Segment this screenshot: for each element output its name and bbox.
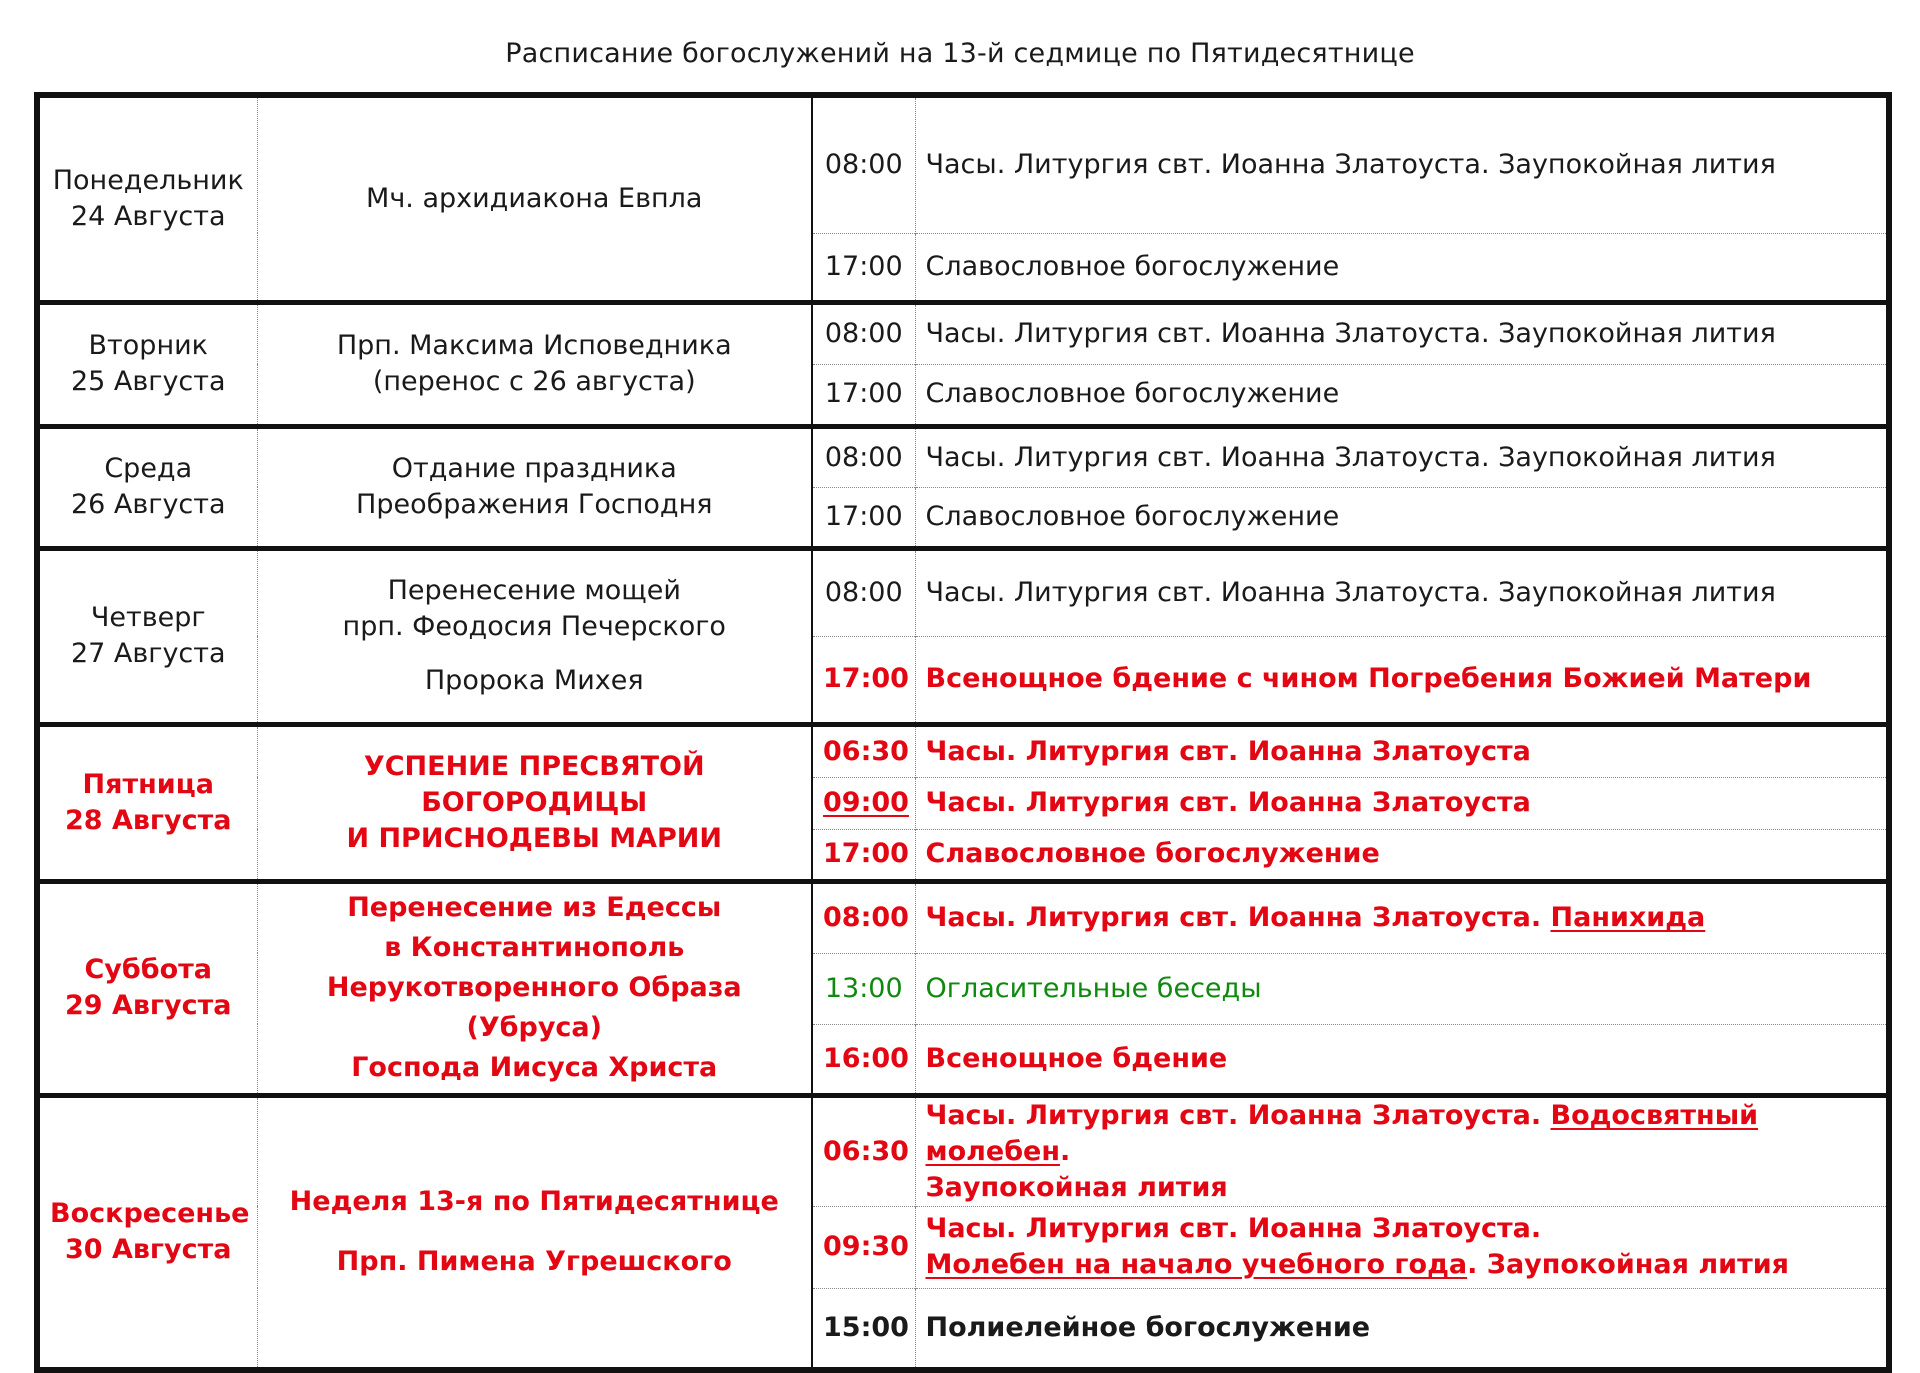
schedule-row	[37, 881, 1889, 953]
service-text-underlined: Молебен на начало учебного года	[925, 1249, 1468, 1280]
day-name: Суббота	[84, 954, 213, 985]
service-text: Славословное богослужение	[915, 364, 1889, 426]
feast-line: Перенесение из Едессы	[347, 892, 722, 923]
service-text: Славословное богослужение	[915, 487, 1889, 548]
feast-line: Прп. Максима Исповедника	[336, 330, 732, 361]
service-text: Часы. Литургия свт. Иоанна Златоуста. Заупокойная лития	[915, 426, 1889, 487]
service-time: 08:00	[812, 548, 915, 636]
service-text: Полиелейное богослужение	[915, 1288, 1889, 1370]
service-text: Всенощное бдение с чином Погребения Божией Матери	[915, 636, 1889, 724]
feast-line: Господа Иисуса Христа	[351, 1052, 718, 1083]
feast-line: прп. Феодосия Печерского	[342, 611, 726, 642]
service-time: 15:00	[812, 1288, 915, 1370]
day-date: 30 Августа	[64, 1234, 232, 1266]
service-time: 08:00	[812, 426, 915, 487]
feast-line: Пророка Михея	[424, 665, 644, 696]
service-text: Славословное богослужение	[915, 829, 1889, 881]
day-date: 28 Августа	[64, 804, 232, 836]
day-date: 25 Августа	[70, 366, 226, 397]
day-date: 24 Августа	[70, 200, 226, 232]
schedule-row	[37, 724, 1889, 777]
service-time: 08:00	[812, 881, 915, 953]
schedule-row	[37, 1095, 1889, 1206]
feast-line: Перенесение мощей	[387, 575, 681, 606]
feast-cell	[257, 1095, 812, 1370]
service-text: Часы. Литургия свт. Иоанна Златоуста. Заупокойная лития	[925, 149, 1776, 181]
feast-line: УСПЕНИЕ ПРЕСВЯТОЙ БОГОРОДИЦЫ	[363, 750, 705, 818]
service-time: 06:30	[812, 724, 915, 777]
day-name: Вторник	[88, 330, 208, 361]
feast-line: (перенос с 26 августа)	[372, 366, 696, 397]
feast-line: Неделя 13-я по Пятидесятнице	[289, 1186, 779, 1218]
feast-cell	[257, 95, 812, 302]
service-time: 09:30	[812, 1206, 915, 1288]
service-time-value: 09:00	[823, 787, 909, 818]
service-time: 17:00	[812, 364, 915, 426]
day-date: 26 Августа	[70, 489, 226, 520]
feast-line: Мч. архидиакона Евпла	[366, 182, 703, 214]
feast-cell	[257, 426, 812, 548]
service-time: 13:00	[812, 953, 915, 1024]
feast-cell	[257, 302, 812, 426]
feast-line: Прп. Пимена Угрешского	[336, 1246, 732, 1278]
service-text	[915, 1206, 1889, 1288]
feast-cell	[257, 724, 812, 881]
service-text: Часы. Литургия свт. Иоанна Златоуста	[915, 724, 1889, 777]
day-name: Среда	[104, 453, 193, 484]
feast-line: Нерукотворенного Образа (Убруса)	[326, 972, 742, 1043]
service-text: Огласительные беседы	[915, 953, 1889, 1024]
service-text	[915, 1095, 1889, 1206]
day-date: 27 Августа	[70, 638, 226, 669]
feast-line: в Константинополь	[384, 932, 685, 963]
schedule-row	[37, 548, 1889, 636]
feast-cell	[257, 881, 812, 1095]
day-cell	[37, 881, 257, 1095]
day-name: Четверг	[90, 602, 206, 633]
service-text-part: Заупокойная лития	[925, 1171, 1228, 1203]
service-time: 17:00	[812, 233, 915, 302]
service-text-part: .	[1060, 1135, 1071, 1167]
service-text: Всенощное бдение	[915, 1024, 1889, 1095]
service-time: 08:00	[812, 302, 915, 364]
service-time	[812, 777, 915, 829]
schedule-row	[37, 426, 1889, 487]
service-text-part: Часы. Литургия свт. Иоанна Златоуста.	[925, 902, 1551, 933]
service-time: 08:00	[812, 95, 915, 233]
feast-line: Преображения Господня	[356, 489, 713, 520]
schedule-table	[34, 92, 1892, 1373]
service-text: Славословное богослужение	[915, 233, 1889, 302]
day-date: 29 Августа	[64, 990, 232, 1021]
service-text-part: Часы. Литургия свт. Иоанна Златоуста.	[925, 1099, 1551, 1131]
service-text-underlined: Панихида	[1550, 902, 1706, 933]
day-cell	[37, 548, 257, 724]
day-cell	[37, 1095, 257, 1370]
feast-line: Отдание праздника	[391, 453, 677, 484]
service-text-part: Часы. Литургия свт. Иоанна Златоуста.	[925, 1213, 1542, 1244]
day-name: Понедельник	[52, 164, 244, 196]
day-cell	[37, 95, 257, 302]
service-text-underlined: Водосвятный молебен	[925, 1099, 1759, 1167]
feast-cell	[257, 548, 812, 724]
schedule-row	[37, 95, 1889, 233]
service-time: 06:30	[812, 1095, 915, 1206]
feast-line: И ПРИСНОДЕВЫ МАРИИ	[346, 822, 723, 854]
service-text	[915, 881, 1889, 953]
schedule-row	[37, 302, 1889, 364]
service-time: 17:00	[812, 636, 915, 724]
day-name: Пятница	[82, 768, 214, 800]
page-title: Расписание богослужений на 13-й седмице по Пятидесятнице	[505, 38, 1415, 69]
service-text: Часы. Литургия свт. Иоанна Златоуста	[915, 777, 1889, 829]
service-text: Часы. Литургия свт. Иоанна Златоуста. Заупокойная лития	[915, 302, 1889, 364]
service-time: 17:00	[812, 487, 915, 548]
day-name: Воскресенье	[50, 1198, 250, 1230]
day-cell	[37, 724, 257, 881]
service-time: 17:00	[812, 829, 915, 881]
day-cell	[37, 426, 257, 548]
service-text-part: . Заупокойная лития	[1467, 1249, 1789, 1280]
service-text: Часы. Литургия свт. Иоанна Златоуста. Заупокойная лития	[915, 548, 1889, 636]
service-time: 16:00	[812, 1024, 915, 1095]
day-cell	[37, 302, 257, 426]
